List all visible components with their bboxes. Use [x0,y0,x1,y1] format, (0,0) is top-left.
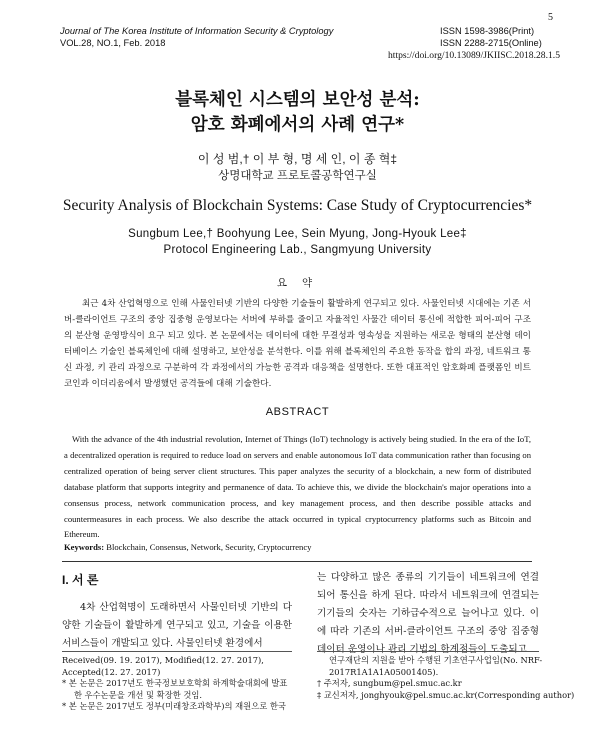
korean-abstract-heading: 요 약 [276,277,319,289]
korean-authors: 이 성 범,† 이 부 형, 명 세 인, 이 종 혁‡ [197,152,398,166]
journal-name: Journal of The Korea Institute of Information Security & Cryptology [60,26,334,36]
footnotes-right [317,655,575,701]
footnote-line: Received(09. 19. 2017), Modified(12. 27. 2017), [62,655,264,665]
journal-header [60,26,560,70]
english-abstract-heading: ABSTRACT [265,406,330,418]
keywords-label: Keywords: [64,542,105,552]
english-affiliation: Protocol Engineering Lab., Sangmyung University [163,244,432,256]
footnote-author-email[interactable]: † 주저자, sungbum@pel.smuc.ac.kr [317,678,462,689]
korean-title-line-1: 블록체인 시스템의 보안성 분석: [175,90,420,110]
footnotes-left [62,655,302,713]
doi-link[interactable]: https://doi.org/10.13089/JKIISC.2018.28.1.5 [388,50,560,61]
english-abstract-body: With the advance of the 4th industrial revolution, Internet of Things (IoT) technology is actively being studied. In the era of the IoT, a decentralized operation is required to reduce load on servers and enable autonomous IoT data communication rather than focusing on centralized operation of being server client structures. This paper analyzes the security of a blockchain, a new form of distributed database platform that supports integrity and permanence of data. To achieve this, we divide the blockchain's major operations into a consensus process, network communication process, and key management process, and then describe possible attacks and countermeasures in each process. We also describe the attack occurred in typical cryptocurrency platforms such as Bitcoin and Ethereum. [64,434,531,540]
section-divider [62,561,532,562]
footnote-line: * 본 논문은 2017년도 한국정보보호학회 하계학술대회에 발표 [62,678,288,689]
issn-print: ISSN 1598-3986(Print) [440,26,535,36]
journal-volume: VOL.28, NO.1, Feb. 2018 [60,38,166,48]
korean-title [0,88,595,138]
korean-abstract-body: 최근 4차 산업혁명으로 인해 사물인터넷 기반의 다양한 기술들이 활발하게 연구되고 있다. 사물인터넷 시대에는 기존 서버-클라이언트 구조의 중앙 집중형 운영보다는 서버에 부하를 줄이고 자율적인 사물간 데이터 통신에 적합한 피어-피어 구조의 분산형 운영방식이 요구 되고 있다. 본 논문에서는 데이터에 대한 무결성과 영속성을 지원하는 새로운 형태의 분산형 데이터베이스 기술인 블록체인에 대해 설명하고, 보안성을 분석한다. 이를 위해 블록체인의 주요한 동작을 합의 과정, 네트워크 통신 과정, 키 관리 과정으로 구분하여 각 과정에서의 가능한 공격과 대응책을 설명한다. 또한 대표적인 암호화폐 플랫폼인 비트코인과 이더리움에서 발생했던 공격들에 대해 기술한다. [64,299,531,389]
footnote-line: 연구재단의 지원을 받아 수행된 기초연구사업임(No. NRF- [329,655,543,665]
footnote-line: Accepted(12. 27. 2017) [62,666,161,677]
footnote-line: 한 우수논문을 개선 및 확장한 것임. [74,689,203,700]
footnote-corresponding-email[interactable]: ‡ 교신저자, jonghyouk@pel.smuc.ac.kr(Corresponding author) [317,689,575,700]
footnote-rule-left [62,651,292,652]
introduction-right-column: 는 다양하고 많은 종류의 기기들이 네트워크에 연결되어 통신을 하게 된다. 따라서 네트워크에 연결되는 기기들의 숫자는 기하급수적으로 늘어나고 있다. 이에 따라 기존의 서버-클라이언트 구조의 중앙 집중형 데이터 운영이나 관리 기법의 한계점들이 도출되고 [317,572,539,655]
footnote-line: 2017R1A1A1A05001405). [329,666,439,677]
introduction-left-column: 4차 산업혁명이 도래하면서 사물인터넷 기반의 다양한 기술들이 활발하게 연구되고 있고, 기술을 이용한 서비스들이 개발되고 있다. 사물인터넷 환경에서 [62,602,292,649]
keywords [64,542,531,552]
footnote-rule-right [317,651,539,652]
english-title: Security Analysis of Blockchain Systems: Case Study of Cryptocurrencies* [62,197,533,214]
issn-online: ISSN 2288-2715(Online) [440,38,542,48]
english-authors: Sungbum Lee,† Boohyung Lee, Sein Myung, Jong-Hyouk Lee‡ [128,228,467,240]
korean-affiliation: 상명대학교 프로토콜공학연구실 [218,170,377,182]
keywords-list: Blockchain, Consensus, Network, Security, Cryptocurrency [106,542,312,552]
footnote-line: * 본 논문은 2017년도 정부(미래창조과학부)의 재원으로 한국 [62,701,286,712]
section-heading-introduction: I. 서 론 [62,573,99,587]
page-number: 5 [548,12,553,23]
korean-title-line-2: 암호 화폐에서의 사례 연구* [190,115,405,135]
